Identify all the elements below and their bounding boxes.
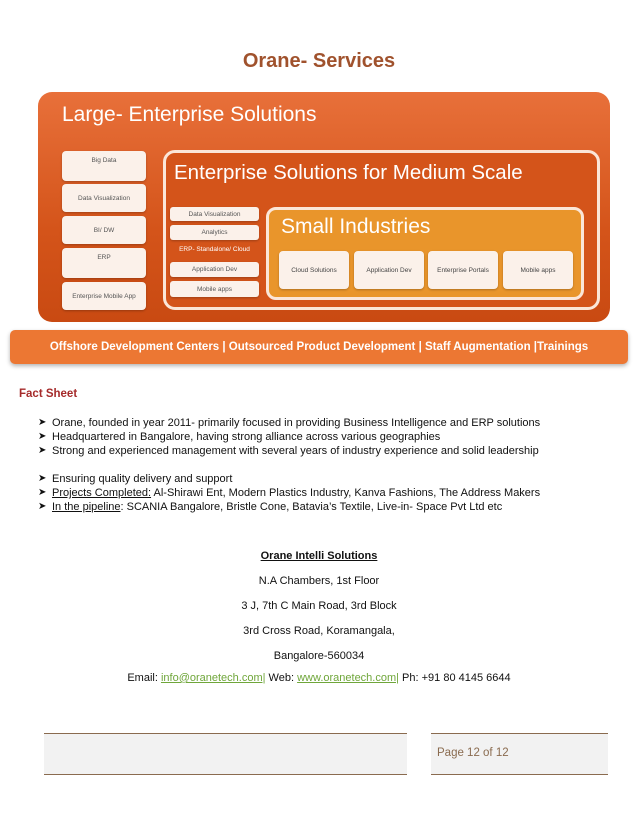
large-item-erp: ERP: [62, 248, 146, 278]
large-item-data-visualization: Data Visualization: [62, 184, 146, 212]
bullet-text: Headquartered in Bangalore, having strong alliance across various geographies: [52, 431, 441, 443]
address-line: Bangalore-560034: [273, 650, 365, 662]
small-item-mobile-apps: Mobile apps: [503, 251, 573, 289]
projects-completed-label: Projects Completed:: [52, 487, 152, 499]
large-enterprise-title: Large- Enterprise Solutions: [62, 103, 317, 126]
large-item-big-data: Big Data: [62, 151, 146, 181]
address-line: N.A Chambers, 1st Floor: [258, 575, 380, 587]
company-name: Orane Intelli Solutions: [260, 550, 378, 562]
large-item-enterprise-mobile-app: Enterprise Mobile App: [62, 282, 146, 310]
medium-item-analytics: Analytics: [170, 225, 259, 240]
pipeline-label: In the pipeline: [52, 501, 121, 513]
bullet-text: Strong and experienced management with several years of industry experience and solid leadership: [52, 445, 539, 457]
web-label: Web:: [265, 672, 298, 684]
page-title: Orane- Services: [242, 50, 396, 72]
small-item-cloud-solutions: Cloud Solutions: [279, 251, 349, 289]
medium-item-data-visualization: Data Visualization: [170, 207, 259, 221]
bullet-text: Orane, founded in year 2011- primarily focused in providing Business Intelligence and ERP solutions: [52, 417, 541, 429]
footer-left-box: [44, 733, 407, 775]
small-industries-title: Small Industries: [281, 215, 431, 238]
pipeline-text: : SCANIA Bangalore, Bristle Cone, Batavia’s Textile, Live-in- Space Pvt Ltd etc: [120, 501, 503, 513]
large-item-bi-dw: BI/ DW: [62, 216, 146, 244]
arrow-bullet-icon: ➤: [38, 473, 47, 484]
services-banner: Offshore Development Centers | Outsourced Product Development | Staff Augmentation |Trainings: [10, 330, 628, 364]
address-line: 3rd Cross Road, Koramangala,: [243, 625, 395, 637]
web-link[interactable]: www.oranetech.com|: [297, 672, 399, 684]
email-label: Email:: [127, 672, 161, 684]
arrow-bullet-icon: ➤: [38, 445, 47, 456]
arrow-bullet-icon: ➤: [38, 501, 47, 512]
medium-item-application-dev: Application Dev: [170, 262, 259, 277]
medium-scale-title: Enterprise Solutions for Medium Scale: [174, 161, 523, 184]
list-item: [38, 444, 628, 472]
arrow-bullet-icon: ➤: [38, 431, 47, 442]
email-link[interactable]: info@oranetech.com|: [160, 672, 266, 684]
arrow-bullet-icon: ➤: [38, 417, 47, 428]
bullet-text: Ensuring quality delivery and support: [52, 473, 233, 485]
arrow-bullet-icon: ➤: [38, 487, 47, 498]
page-number: Page 12 of 12: [437, 747, 509, 759]
medium-item-erp-cloud: ERP- Standalone/ Cloud: [179, 246, 250, 253]
fact-sheet-heading: Fact Sheet: [19, 388, 78, 400]
contact-line: [0, 672, 638, 684]
small-item-application-dev: Application Dev: [354, 251, 424, 289]
address-line: 3 J, 7th C Main Road, 3rd Block: [241, 600, 397, 612]
phone-text: Ph: +91 80 4145 6644: [399, 672, 511, 684]
projects-completed-text: Al-Shirawi Ent, Modern Plastics Industry, Kanva Fashions, The Address Makers: [151, 487, 541, 499]
small-item-enterprise-portals: Enterprise Portals: [428, 251, 498, 289]
medium-item-mobile-apps: Mobile apps: [170, 281, 259, 297]
